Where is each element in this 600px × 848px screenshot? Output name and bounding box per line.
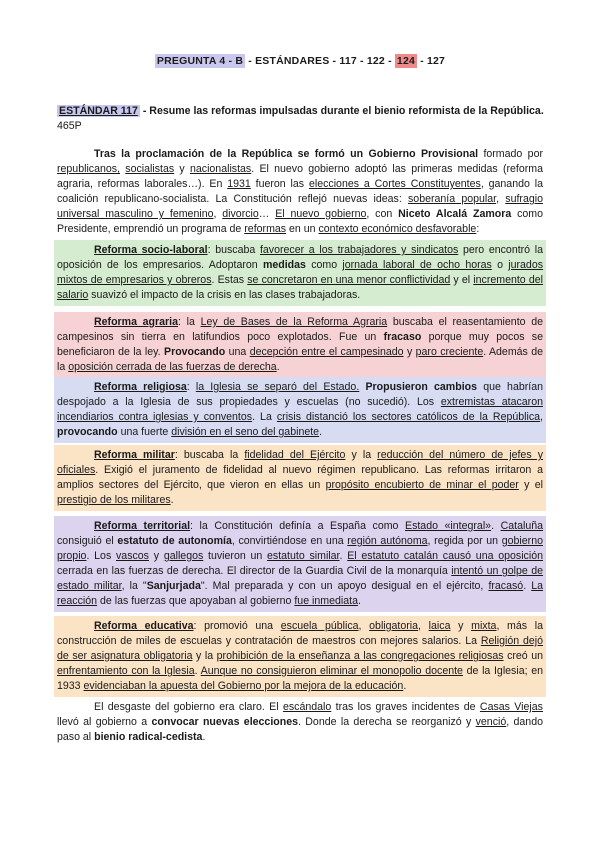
text-run: , ganando la coalición republicano-socialista. La Constitución reflejó nuevas ideas:: [57, 178, 543, 205]
standard-description: - Resume las reformas impulsadas durante el bienio reformista de la República.: [139, 105, 544, 117]
standard-reference: 465P: [57, 120, 82, 132]
text-run: . Estas: [211, 274, 248, 286]
header-separator: -: [384, 55, 395, 67]
bold-text: medidas: [262, 259, 306, 271]
underlined-text: socialistas: [125, 163, 175, 175]
underlined-text: decepción entre el campesinado: [249, 346, 404, 358]
text-run: .: [491, 520, 501, 532]
underlined-text: Estado «integral»: [405, 520, 492, 532]
standard-title: [57, 104, 547, 134]
underlined-text: favorecer a los trabajadores y sindicatos: [259, 244, 459, 256]
text-run: de las fuerzas que apoyaban al gobierno: [97, 595, 295, 607]
text-run: que habrían despojado a la Iglesia de sus propiedades y escuelas (no sucedió). Los: [57, 381, 543, 408]
text-run: una fuerte: [117, 426, 172, 438]
bold-text: Niceto Alcalá Zamora: [398, 208, 512, 220]
underlined-text: extremistas atacaron incendiarios contra iglesias y conventos: [57, 396, 543, 423]
text-run: y: [174, 163, 190, 175]
standard-number: 117: [339, 55, 357, 67]
text-run: suavizó el impacto de la crisis en las clases trabajadoras.: [88, 289, 361, 301]
text-run: .: [523, 580, 532, 592]
underlined-text: reformas: [244, 223, 287, 235]
text-run: en un: [286, 223, 319, 235]
underlined-text: venció: [475, 716, 507, 728]
text-run: cerrada en las fuerzas de derecha. El director de la Guardia Civil de la monarquía: [57, 565, 452, 577]
text-run: y: [148, 550, 164, 562]
underlined-text: sufragio universal masculino y femenino: [57, 193, 543, 220]
underlined-text: paro creciente: [415, 346, 484, 358]
text-run: .: [403, 680, 407, 692]
text-run: de la Iglesia; en 1933: [57, 665, 543, 692]
underlined-text: vascos: [116, 550, 149, 562]
reform-heading: Reforma territorial: [94, 520, 191, 532]
header-separator: -: [356, 55, 367, 67]
underlined-text: La reacción: [57, 580, 544, 607]
reform-paragraph: [57, 315, 543, 375]
underlined-text: Casas Viejas: [479, 701, 543, 713]
text-run: porque muy pocos se beneficiaron de la ley.: [57, 331, 543, 358]
underlined-text: republicanos,: [57, 163, 121, 175]
text-run: o: [491, 259, 509, 271]
bold-text: convocar nuevas elecciones: [151, 716, 298, 728]
reform-paragraph: [57, 243, 543, 303]
header-separator: -: [329, 55, 340, 67]
reform-block-laboral: [54, 240, 546, 306]
underlined-text: nacionalistas: [189, 163, 252, 175]
underlined-text: fidelidad del Ejército: [244, 449, 346, 461]
bold-text: Tras la proclamación de la República se formó un Gobierno Provisional: [94, 148, 479, 160]
text-run: …: [258, 208, 276, 220]
text-run: ,: [418, 620, 429, 632]
text-run: .: [319, 426, 323, 438]
text-run: , dando paso al: [57, 716, 543, 743]
underlined-text: divorcio: [222, 208, 259, 220]
reform-block-religiosa: [54, 377, 546, 443]
standard-number: 127: [426, 55, 446, 67]
text-run: como Presidente, emprendió un programa de: [57, 208, 543, 235]
text-run: .: [194, 665, 201, 677]
text-run: . El nuevo gobierno adoptó las primeras medidas (reforma agraria, reformas laborales…). En: [57, 163, 543, 190]
underlined-text: se concretaron en una menor conflictividad: [247, 274, 451, 286]
reform-heading: Reforma religiosa: [94, 381, 187, 393]
text-run: y la: [192, 650, 217, 662]
text-run: .: [170, 494, 174, 506]
underlined-text: evidenciaban la apuesta del Gobierno por la mejora de la educación: [83, 680, 404, 692]
header-separator: -: [245, 55, 256, 67]
underlined-text: gobierno propio: [57, 535, 543, 562]
reform-block-territorial: [54, 516, 546, 612]
text-run: :: [186, 381, 196, 393]
closing-paragraph-wrap: [57, 700, 543, 745]
text-run: formado por: [478, 148, 543, 160]
intro-paragraph: [57, 147, 543, 237]
underlined-text: intentó un golpe de estado militar: [57, 565, 544, 592]
text-run: : buscaba la: [174, 449, 245, 461]
reform-paragraph: [57, 380, 543, 440]
underlined-text: elecciones a Cortes Constituyentes: [308, 178, 481, 190]
text-run: .: [357, 595, 361, 607]
text-run: y la: [345, 449, 378, 461]
underlined-text: jurados mixtos de empresarios y obreros: [57, 259, 544, 286]
question-label: PREGUNTA 4 - B: [156, 55, 244, 67]
underlined-text: enfrentamiento con la Iglesia: [57, 665, 195, 677]
underlined-text: jornada laboral de ocho horas: [342, 259, 492, 271]
underlined-text: reducción del número de jefes y oficiales: [57, 449, 543, 476]
text-run: y: [450, 620, 472, 632]
underlined-text: Ley de Bases de la Reforma Agraria: [200, 316, 388, 328]
underlined-text: El nuevo gobierno: [275, 208, 367, 220]
text-run: : buscaba: [207, 244, 260, 256]
text-run: . Donde la derecha se reorganizó y: [298, 716, 476, 728]
reform-block-agraria: [54, 312, 546, 378]
reform-heading: Reforma educativa: [94, 620, 194, 632]
text-run: buscaba el reasentamiento de campesinos sin tierra en latifundios poco explotados. Fue un: [57, 316, 543, 343]
underlined-text: Aunque no consiguieron eliminar el monopolio docente: [200, 665, 463, 677]
standard-number: 122: [366, 55, 385, 67]
text-run: tuvieron un: [203, 550, 268, 562]
bold-text: Propusieron cambios: [365, 381, 478, 393]
reform-heading: Reforma militar: [94, 449, 175, 461]
text-run: pero encontró la oposición de los empresarios. Adoptaron: [57, 244, 544, 271]
text-run: ". Mal preparada y con un apoyo desigual en el ejército,: [200, 580, 489, 592]
underlined-text: propósito encubierto de minar el poder: [325, 479, 519, 491]
question-header: [0, 55, 600, 67]
underlined-text: fracasó: [488, 580, 524, 592]
standards-label: ESTÁNDARES: [255, 55, 330, 67]
reform-heading: Reforma agraria: [94, 316, 178, 328]
text-run: , la ": [121, 580, 147, 592]
underlined-text: región autónoma: [347, 535, 428, 547]
text-run: consiguió el: [57, 535, 118, 547]
underlined-text: laica: [428, 620, 451, 632]
standard-code: ESTÁNDAR 117: [59, 105, 138, 117]
text-run: .: [339, 550, 348, 562]
text-run: ,: [540, 411, 543, 423]
highlighted-standard-number: 124: [396, 55, 416, 67]
underlined-text: incremento del salario: [57, 274, 543, 301]
text-run: . Los: [86, 550, 116, 562]
text-run: ,: [213, 208, 223, 220]
underlined-text: la Iglesia se separó del Estado.: [195, 381, 360, 393]
underlined-text: contexto económico desfavorable: [318, 223, 477, 235]
underlined-text: división en el seno del gabinete: [171, 426, 320, 438]
underlined-text: El estatuto catalán causó una oposición: [347, 550, 543, 562]
underlined-text: oposición cerrada de las fuerzas de derecha: [68, 361, 277, 373]
underlined-text: obligatoria: [369, 620, 419, 632]
text-run: , con: [366, 208, 399, 220]
reform-block-educativa: [54, 616, 546, 697]
header-separator: -: [417, 55, 427, 67]
reform-heading: Reforma socio-laboral: [94, 244, 208, 256]
text-run: .: [276, 361, 280, 373]
reform-block-militar: [54, 445, 546, 511]
intro-paragraph-wrap: [57, 147, 543, 237]
text-run: llevó al gobierno a: [57, 716, 152, 728]
text-run: tras los graves incidentes de: [331, 701, 480, 713]
text-run: , más la construcción de miles de escuelas y contratación de maestros con mejores salarios. La: [57, 620, 543, 647]
text-run: , convirtiéndose en una: [231, 535, 348, 547]
underlined-text: Cataluña: [500, 520, 543, 532]
text-run: y el: [450, 274, 474, 286]
text-run: y el: [518, 479, 543, 491]
underlined-text: Religión dejó de ser asignatura obligatoria: [57, 635, 543, 662]
text-run: , regida por un: [427, 535, 502, 547]
reform-paragraph: [57, 619, 543, 694]
text-run: : la Constitución definía a España como: [190, 520, 405, 532]
text-run: y: [403, 346, 416, 358]
underlined-text: 1931: [227, 178, 251, 190]
text-run: ,: [496, 193, 506, 205]
underlined-text: prohibición de la enseñanza a las congregaciones religiosas: [216, 650, 504, 662]
underlined-text: gallegos: [163, 550, 204, 562]
bold-text: estatuto de autonomía: [117, 535, 232, 547]
text-run: fueron las: [250, 178, 309, 190]
underlined-text: soberanía popular: [408, 193, 497, 205]
bold-text: Provocando: [164, 346, 226, 358]
text-run: . La: [252, 411, 277, 423]
text-run: como: [305, 259, 343, 271]
text-run: : la: [178, 316, 201, 328]
text-run: una: [225, 346, 250, 358]
underlined-text: mixta: [471, 620, 497, 632]
underlined-text: fue inmediata: [294, 595, 358, 607]
bold-text: bienio radical-cedista: [94, 731, 203, 743]
underlined-text: estatuto similar: [267, 550, 340, 562]
text-run: . Exigió el juramento de fidelidad al nuevo régimen republicano. Las reformas irritaron a amplios sectores del Ejército, que vieron en ellas un: [57, 464, 543, 491]
text-run: ,: [358, 620, 370, 632]
bold-text: fracaso: [383, 331, 422, 343]
reform-paragraph: [57, 448, 543, 508]
bold-text: Sanjurjada: [146, 580, 201, 592]
underlined-text: crisis distanció los sectores católicos de la República: [276, 411, 541, 423]
underlined-text: prestigio de los militares: [57, 494, 171, 506]
text-run: El desgaste del gobierno era claro. El: [94, 701, 283, 713]
text-run: .: [202, 731, 206, 743]
text-run: creó un: [503, 650, 544, 662]
text-run: . Además de la: [57, 346, 543, 373]
text-run: : promovió una: [193, 620, 281, 632]
underlined-text: escándalo: [282, 701, 332, 713]
closing-paragraph: [57, 700, 543, 745]
text-run: :: [476, 223, 480, 235]
underlined-text: escuela pública: [280, 620, 359, 632]
reform-paragraph: [57, 519, 543, 609]
bold-text: provocando: [57, 426, 118, 438]
